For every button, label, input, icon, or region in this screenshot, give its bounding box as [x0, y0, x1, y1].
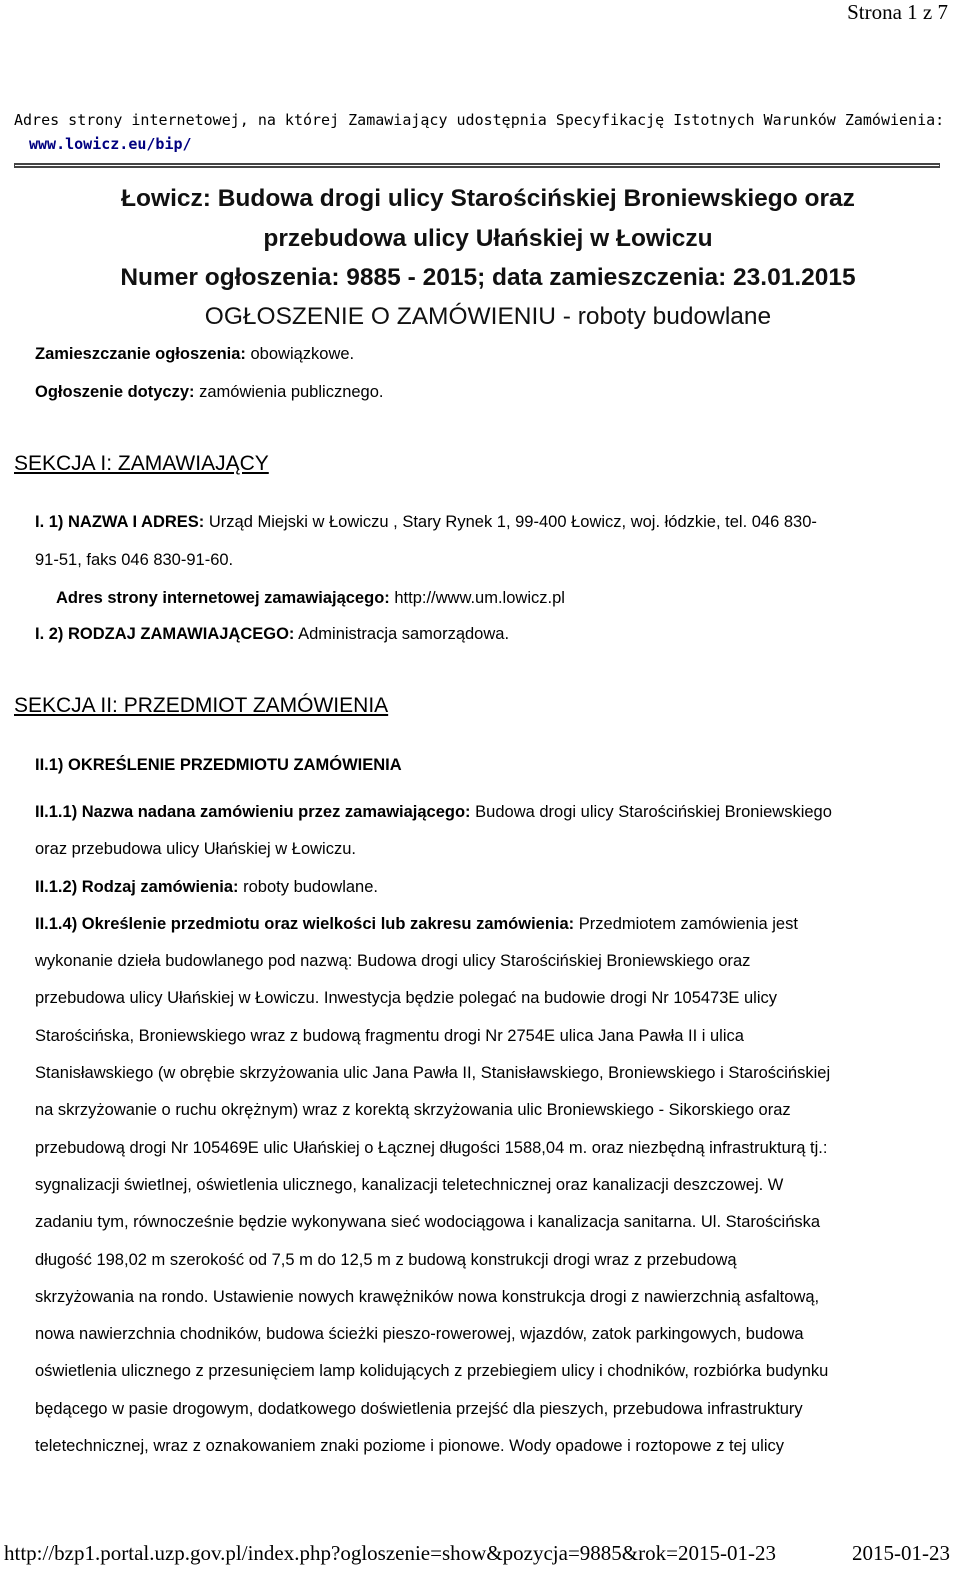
authority-type	[35, 625, 509, 644]
publication-value: obowiązkowe.	[250, 345, 355, 363]
order-description-line: będącego w pasie drogowym, dodatkowego doświetlenia przejść dla pieszych, przebudowa infrastruktury	[35, 1399, 803, 1418]
order-name-line-2: oraz przebudowa ulicy Ułańskiej w Łowiczu.	[35, 840, 356, 859]
order-description-line: skrzyżowania na rondo. Ustawienie nowych krawężników nowa konstrukcja drogi z nawierzchnią asfaltową,	[35, 1287, 820, 1306]
order-description-line: sygnalizacji świetlnej, oświetlenia ulicznego, kanalizacji teletechnicznej oraz kanalizacji deszczowej. W	[35, 1175, 784, 1194]
order-description-line: wykonanie dzieła budowlanego pod nazwą: Budowa drogi ulicy Starościńskiej Broniewskiego oraz	[35, 952, 751, 971]
order-name-line-1: II.1.1) Nazwa nadana zamówieniu przez zamawiającego: Budowa drogi ulicy Starościńskiej Broniewskiego	[35, 803, 832, 821]
order-description-line: Starościńska, Broniewskiego wraz z budową fragmentu drogi Nr 2754E ulica Jana Pawła II i ulica	[35, 1026, 744, 1045]
order-description-line: długość 198,02 m szerokość od 7,5 m do 12,5 m z budową konstrukcji drogi wraz z przebudową	[35, 1250, 737, 1269]
announcement-type: OGŁOSZENIE O ZAMÓWIENIU - roboty budowlane	[204, 303, 772, 330]
footer-date: 2015-01-23	[852, 1541, 950, 1565]
announcement-number: Numer ogłoszenia: 9885 - 2015; data zamieszczenia: 23.01.2015	[120, 264, 856, 291]
order-description-line: nowa nawierzchnia chodników, budowa ścieżki pieszo-rowerowej, wjazdów, zatok parkingowych, budowa	[35, 1325, 804, 1344]
name-label: I. 1) NAZWA I ADRES:	[35, 513, 205, 531]
spec-url-link[interactable]: www.lowicz.eu/bip/	[29, 135, 192, 153]
contracting-authority-name	[35, 513, 817, 532]
order-description-line: przebudowa ulicy Ułańskiej w Łowiczu. Inwestycja będzie polegać na budowie drogi Nr 105473E ulicy	[35, 989, 777, 1008]
order-description-line: oświetlenia ulicznego z przesunięciem lamp kolidujących z przebiegiem ulicy i chodników, rozbiórka budynku	[35, 1362, 829, 1381]
announcement-concerns	[35, 383, 384, 402]
contracting-authority-contact: 91-51, faks 046 830-91-60.	[35, 551, 234, 569]
order-description-line: II.1.4) Określenie przedmiotu oraz wielkości lub zakresu zamówienia: Przedmiotem zamówienia jest	[35, 914, 798, 933]
section-2-heading: SEKCJA II: PRZEDMIOT ZAMÓWIENIA	[14, 694, 389, 717]
footer-url: http://bzp1.portal.uzp.gov.pl/index.php?ogloszenie=show&pozycja=9885&rok=2015-01-23	[4, 1541, 776, 1565]
order-description-line: na skrzyżowanie o ruchu okrężnym) wraz z korektą skrzyżowania ulic Broniewskiego - Sikorskiego oraz	[35, 1101, 791, 1120]
name-value: Urząd Miejski w Łowiczu , Stary Rynek 1, 99-400 Łowicz, woj. łódzkie, tel. 046 830-	[208, 513, 817, 531]
publication-mode	[35, 345, 354, 364]
subject-details	[35, 794, 945, 1465]
title-line-2: przebudowa ulicy Ułańskiej w Łowiczu	[263, 225, 713, 252]
subject-definition-heading: II.1) OKREŚLENIE PRZEDMIOTU ZAMÓWIENIA	[35, 756, 402, 774]
authority-type-label: I. 2) RODZAJ ZAMAWIAJĄCEGO:	[35, 625, 295, 643]
authority-type-value: Administracja samorządowa.	[298, 625, 510, 643]
title-line-1: Łowicz: Budowa drogi ulicy Starościńskiej Broniewskiego oraz	[121, 185, 855, 212]
order-kind: II.1.2) Rodzaj zamówienia: roboty budowlane.	[35, 877, 378, 896]
page-number: Strona 1 z 7	[847, 0, 948, 24]
publication-label: Zamieszczanie ogłoszenia:	[35, 345, 246, 363]
authority-website	[56, 589, 565, 608]
website-value[interactable]: http://www.um.lowicz.pl	[394, 589, 565, 607]
spec-url-intro: Adres strony internetowej, na której Zamawiający udostępnia Specyfikację Istotnych Warunków Zamówienia:	[14, 111, 945, 129]
website-label: Adres strony internetowej zamawiającego:	[56, 589, 390, 607]
order-description-line: Stanisławskiego (w obrębie skrzyżowania ulic Jana Pawła II, Stanisławskiego, Broniewskiego i Starościńskiej	[35, 1064, 831, 1083]
section-1-heading: SEKCJA I: ZAMAWIAJĄCY	[14, 452, 269, 475]
order-description-line: przebudową drogi Nr 105469E ulic Ułańskiej o Łącznej długości 1588,04 m. oraz niezbędną infrastrukturą tj.:	[35, 1138, 828, 1157]
concerns-value: zamówienia publicznego.	[199, 383, 384, 401]
concerns-label: Ogłoszenie dotyczy:	[35, 383, 195, 401]
divider	[14, 163, 940, 168]
order-description-line: teletechnicznej, wraz z oznakowaniem znaki poziome i pionowe. Wody opadowe i roztopowe z tej ulicy	[35, 1437, 784, 1456]
order-description-line: zadaniu tym, równocześnie będzie wykonywana sieć wodociągowa i kanalizacja sanitarna. Ul. Starościńska	[35, 1213, 821, 1232]
